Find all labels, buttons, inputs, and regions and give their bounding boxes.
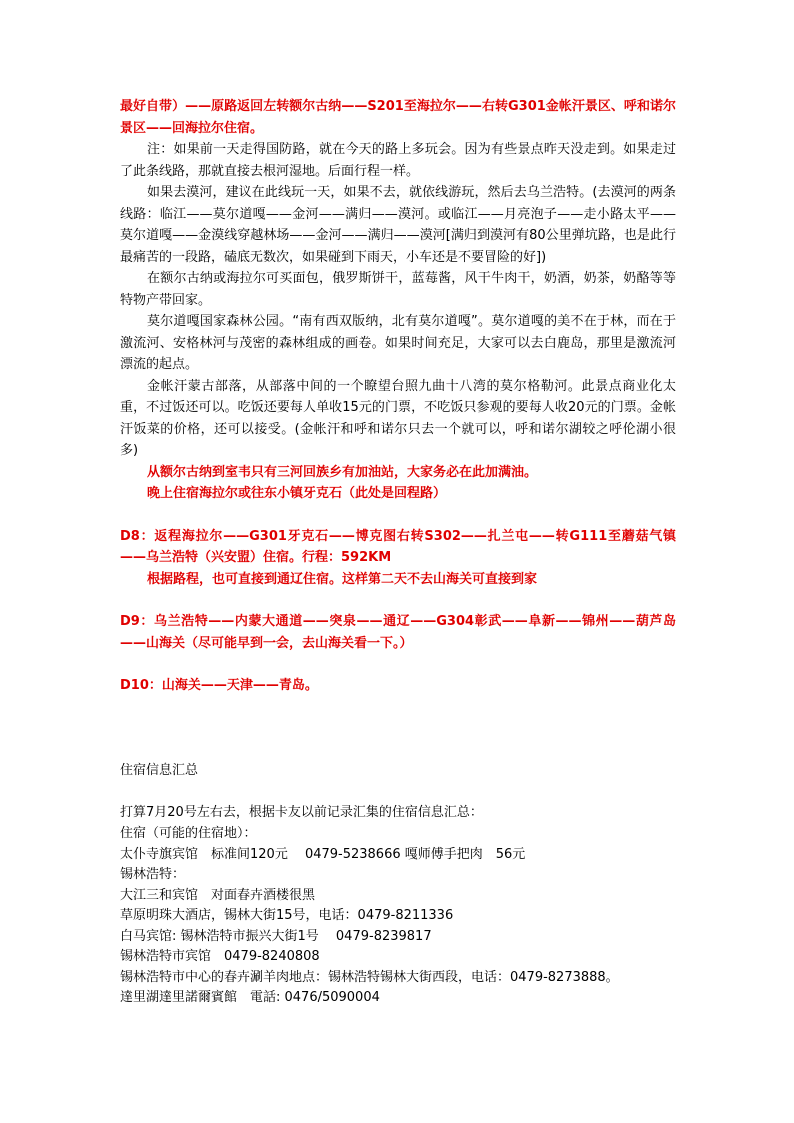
route-paragraph: 最好自带）——原路返回左转额尔古纳——S201至海拉尔——右转G301金帐汗景区、呼和诺尔景区——回海拉尔住宿。 <box>120 99 676 136</box>
info-line: 住宿（可能的住宿地）： <box>120 826 257 841</box>
info-line: 草原明珠大酒店，锡林大街15号，电话：0479-8211336 <box>120 908 454 923</box>
spacer <box>120 654 676 675</box>
overnight-note: 晚上住宿海拉尔或往东小镇牙克石（此处是回程路） <box>147 486 447 501</box>
souvenir-paragraph: 在额尔古纳或海拉尔可买面包，俄罗斯饼干，蓝莓酱，风干牛肉干，奶酒，奶茶，奶酪等等特物产带回家。 <box>120 271 676 308</box>
forest-park-paragraph: 莫尔道嘎国家森林公园。“南有西双版纳，北有莫尔道嘎”。莫尔道嘎的美不在于林，而在于激流河、安格林河与茂密的森林组成的画卷。如果时间充足，大家可以去白鹿岛，那里是激流河漂流的起点。 <box>120 314 676 372</box>
mohe-paragraph: 如果去漠河，建议在此线玩一天，如果不去，就依线游玩，然后去乌兰浩特。(去漠河的两条线路：临江——莫尔道嘎——金河——满归——漠河。或临江——月亮泡子——走小路太平——莫尔道嘎——金漠线穿越林场——金河——满归——漠河[满归到漠河有80公里弹坑路，也是此行最痛苦的一段路，磕底无数次，如果碰到下雨天，小车还是不要冒险的好]) <box>120 185 676 265</box>
day8-route: D8：返程海拉尔——G301牙克石——博克图右转S302——扎兰屯——转G111至蘑菇气镇——乌兰浩特（兴安盟）住宿。行程：592KM <box>120 528 676 565</box>
section-title: 住宿信息汇总 <box>120 762 199 778</box>
info-line: 锡林浩特市中心的春卉涮羊肉地点：锡林浩特锡林大街西段，电话：0479-8273888。 <box>120 969 619 985</box>
fuel-warning: 从额尔古纳到室韦只有三河回族乡有加油站，大家务必在此加满油。 <box>147 464 538 480</box>
day8-note: 根据路程，也可直接到通辽住宿。这样第二天不去山海关可直接到家 <box>147 571 538 587</box>
info-line: 大江三和宾馆 对面春卉酒楼很黑 <box>120 887 316 903</box>
note-paragraph: 注：如果前一天走得国防路，就在今天的路上多玩会。因为有些景点昨天没走到。如果走过了此条线路，那就直接去根河湿地。后面行程一样。 <box>120 142 676 179</box>
day9-route: D9：乌兰浩特——内蒙大通道——突泉——通辽——G304彰武——阜新——锦州——葫芦岛——山海关（尽可能早到一会，去山海关看一下。） <box>120 614 676 651</box>
info-line: 锡林浩特： <box>120 867 186 882</box>
info-line: 打算7月20号左右去，根据卡友以前记录汇集的住宿信息汇总： <box>120 805 483 820</box>
info-line: 白马宾馆: 锡林浩特市振兴大街1号 0479-8239817 <box>120 928 432 944</box>
spacer <box>120 737 676 758</box>
day10-route: D10：山海关——天津——青岛。 <box>120 678 318 693</box>
spacer <box>120 590 676 611</box>
document-body <box>120 96 676 1009</box>
info-line: 太仆寺旗宾馆 标准间120元 0479-5238666 嘎师傅手把肉 56元 <box>120 847 526 862</box>
info-line: 達里湖達里諾爾賓館 電話: 0476/5090004 <box>120 990 380 1005</box>
golden-tent-paragraph: 金帐汗蒙古部落，从部落中间的一个瞭望台照九曲十八湾的莫尔格勒河。此景点商业化太重，不过饭还可以。吃饭还要每人单收15元的门票，不吃饭只参观的要每人收20元的门票。金帐汗饭菜的价格，还可以接受。(金帐汗和呼和诺尔只去一个就可以，呼和诺尔湖较之呼伦湖小很多) <box>120 378 676 458</box>
info-line: 锡林浩特市宾馆 0479-8240808 <box>120 949 320 964</box>
spacer <box>120 697 676 737</box>
lodging-info <box>120 802 676 1009</box>
spacer <box>120 505 676 526</box>
spacer <box>120 781 676 802</box>
